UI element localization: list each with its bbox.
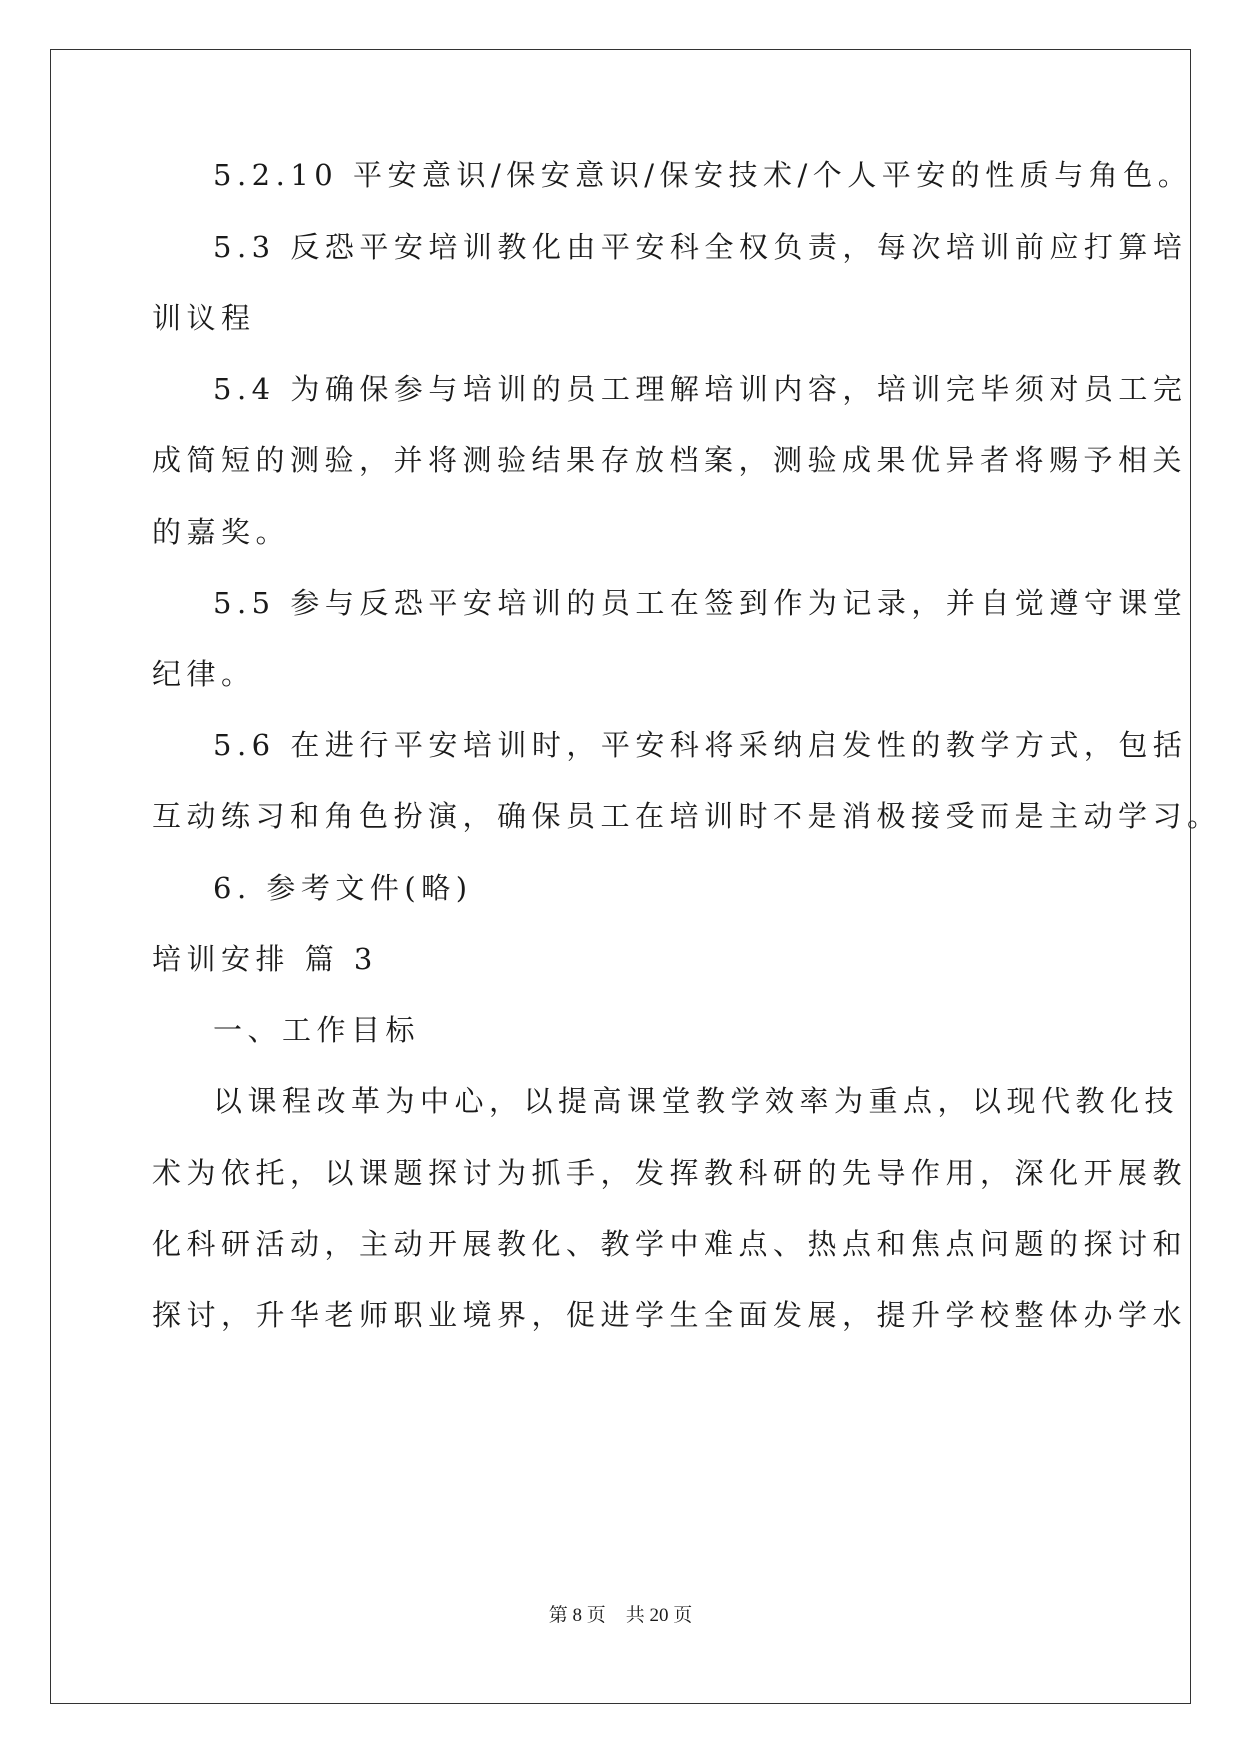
paragraph-5-6-line2: 互动练习和角色扮演，确保员工在培训时不是消极接受而是主动学习。 bbox=[152, 799, 1222, 833]
paragraph-6-references: 6. 参考文件(略) bbox=[213, 871, 473, 905]
paragraph-5-4-line1: 5.4 为确保参与培训的员工理解培训内容，培训完毕须对员工完 bbox=[213, 372, 1188, 406]
paragraph-goals-line4: 探讨，升华老师职业境界，促进学生全面发展，提升学校整体办学水 bbox=[152, 1298, 1188, 1332]
paragraph-5-3-line1: 5.3 反恐平安培训教化由平安科全权负责，每次培训前应打算培 bbox=[213, 230, 1188, 264]
paragraph-5-5-line2: 纪律。 bbox=[152, 657, 256, 691]
paragraph-5-4-line3: 的嘉奖。 bbox=[152, 515, 291, 549]
paragraph-5-4-line2: 成简短的测验，并将测验结果存放档案，测验成果优异者将赐予相关 bbox=[152, 443, 1188, 477]
page-number: 第 8 页 bbox=[548, 1605, 606, 1626]
subheading-work-goals: 一、工作目标 bbox=[213, 1013, 421, 1047]
paragraph-goals-line1: 以课程改革为中心，以提高课堂教学效率为重点，以现代教化技 bbox=[213, 1084, 1180, 1118]
paragraph-5-3-line2: 训议程 bbox=[152, 301, 256, 335]
paragraph-goals-line2: 术为依托，以课题探讨为抓手，发挥教科研的先导作用，深化开展教 bbox=[152, 1156, 1188, 1190]
paragraph-goals-line3: 化科研活动，主动开展教化、教学中难点、热点和焦点问题的探讨和 bbox=[152, 1227, 1188, 1261]
page-total: 共 20 页 bbox=[625, 1605, 693, 1626]
paragraph-5-6-line1: 5.6 在进行平安培训时，平安科将采纳启发性的教学方式，包括 bbox=[213, 728, 1188, 762]
paragraph-5-2-10: 5.2.10 平安意识/保安意识/保安技术/个人平安的性质与角色。 bbox=[213, 158, 1193, 192]
section-heading-training-plan-3: 培训安排 篇 3 bbox=[152, 942, 378, 976]
page-footer bbox=[0, 1604, 1241, 1628]
paragraph-5-5-line1: 5.5 参与反恐平安培训的员工在签到作为记录，并自觉遵守课堂 bbox=[213, 586, 1188, 620]
